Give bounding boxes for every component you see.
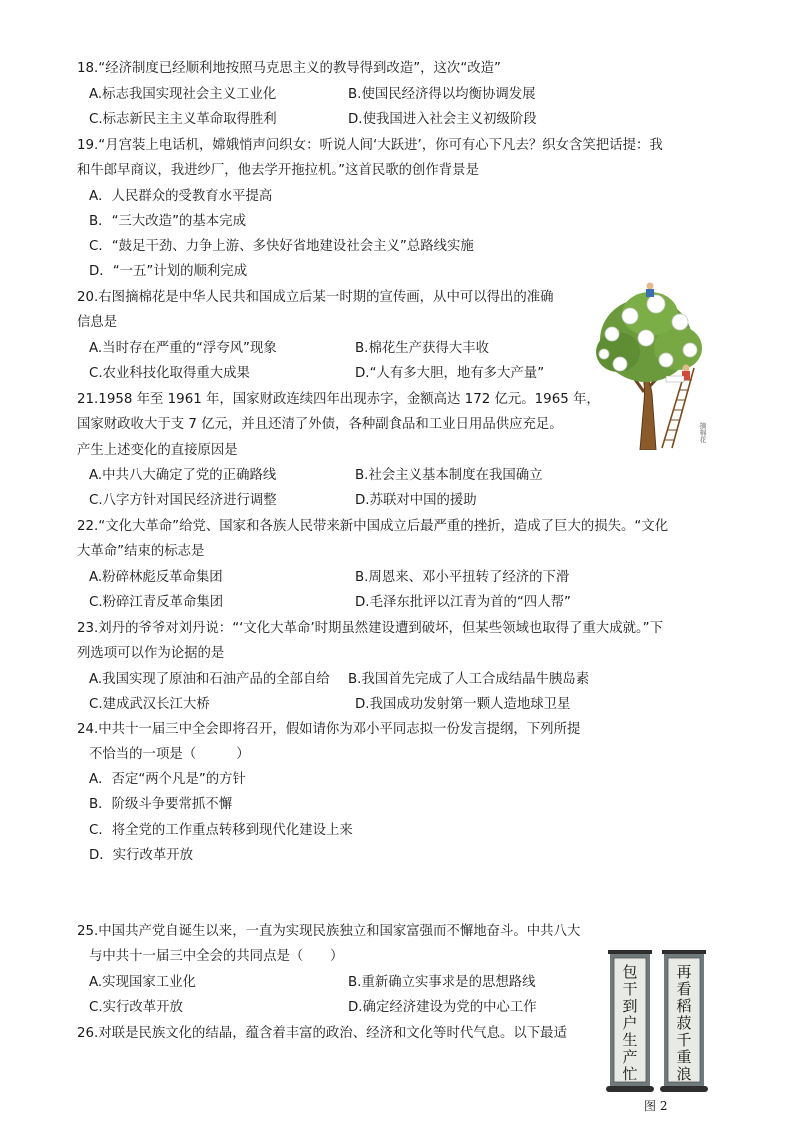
q18-option-c[interactable]: C.标志新民主主义革命取得胜利 (89, 112, 277, 127)
q22-stem-line1: 22.“文化大革命”给党、国家和各族人民带来新中国成立后最严重的挫折，造成了巨大的损失。“文化 (77, 519, 669, 534)
couplet-right-char: 稻 (676, 997, 692, 1015)
q18-stem: 18.“经济制度已经顺利地按照马克思主义的教导得到改造”，这次“改造” (77, 61, 501, 76)
q20-option-b[interactable]: B.棉花生产获得大丰收 (355, 341, 489, 356)
q20-option-a[interactable]: A.当时存在严重的“浮夸风”现象 (89, 341, 277, 356)
couplet-figure (604, 950, 716, 1100)
q24-option-a[interactable]: A．否定“两个凡是”的方针 (89, 772, 246, 787)
couplet-right-line (668, 964, 700, 1083)
couplet-left-char: 产 (622, 1048, 638, 1066)
q24-stem-line2: 不恰当的一项是（ ） (89, 747, 250, 762)
q25-option-b[interactable]: B.重新确立实事求是的思想路线 (348, 975, 536, 990)
couplet-left-char: 生 (622, 1031, 638, 1049)
q21-option-b[interactable]: B.社会主义基本制度在我国确立 (355, 468, 543, 483)
q21-option-a[interactable]: A.中共八大确定了党的正确路线 (89, 468, 277, 483)
q21-option-c[interactable]: C.八字方针对国民经济进行调整 (89, 493, 277, 508)
q23-stem-line2: 列选项可以作为论据的是 (77, 646, 225, 661)
q24-stem-line1: 24.中共十一届三中全会即将召开，假如请你为邓小平同志拟一份发言提纲，下列所提 (77, 722, 581, 737)
q19-option-c[interactable]: C．“鼓足干劲、力争上游、多快好省地建设社会主义”总路线实施 (89, 239, 474, 254)
couplet-left-char: 户 (622, 1014, 638, 1032)
q22-option-c[interactable]: C.粉碎江青反革命集团 (89, 595, 224, 610)
q25-option-a[interactable]: A.实现国家工业化 (89, 975, 196, 990)
q25-stem-line1: 25.中国共产党自诞生以来，一直为实现民族独立和国家富强而不懈地奋斗。中共八大 (77, 924, 581, 939)
q22-stem-line2: 大革命”结束的标志是 (77, 544, 205, 559)
couplet-right-char: 再 (676, 963, 692, 981)
couplet-right-char: 看 (676, 980, 692, 998)
q24-option-b[interactable]: B．阶级斗争要常抓不懈 (89, 797, 233, 812)
q23-stem-line1: 23.刘丹的爷爷对刘丹说：“‘文化大革命’时期虽然建设遭到破坏，但某些领域也取得了重大成就。”下 (77, 621, 663, 636)
q25-stem-line2: 与中共十一届三中全会的共同点是（ ） (89, 949, 344, 964)
q23-option-d[interactable]: D.我国成功发射第一颗人造地球卫星 (355, 697, 571, 712)
q19-stem-line2: 和牛郎早商议，我进纱厂，他去学开拖拉机。”这首民歌的创作背景是 (77, 163, 479, 178)
couplet-left-char: 干 (622, 980, 638, 998)
q18-option-a[interactable]: A.标志我国实现社会主义工业化 (89, 87, 277, 102)
q19-option-a[interactable]: A．人民群众的受教育水平提高 (89, 189, 273, 204)
poster-caption: 摘棉花 (699, 422, 707, 443)
couplet-left-char: 到 (622, 997, 638, 1015)
q18-option-b[interactable]: B.使国民经济得以均衡协调发展 (348, 87, 536, 102)
q22-option-a[interactable]: A.粉碎林彪反革命集团 (89, 570, 223, 585)
q24-option-d[interactable]: D．实行改革开放 (89, 848, 194, 863)
couplet-left-char: 忙 (622, 1065, 638, 1083)
q23-option-b[interactable]: B.我国首先完成了人工合成结晶牛胰岛素 (348, 672, 590, 687)
couplet-right-char: 菽 (676, 1014, 692, 1032)
q20-stem-line2: 信息是 (77, 315, 118, 330)
q23-option-a[interactable]: A.我国实现了原油和石油产品的全部自给 (89, 672, 330, 687)
q26-stem: 26.对联是民族文化的结晶，蕴含着丰富的政治、经济和文化等时代气息。以下最适 (77, 1026, 567, 1041)
q24-option-c[interactable]: C．将全党的工作重点转移到现代化建设上来 (89, 823, 353, 838)
q19-stem-line1: 19.“月宫装上电话机，嫦娥悄声问织女：听说人间‘大跃进’，你可有心下凡去？织女含笑把话提：我 (77, 138, 663, 153)
q21-option-d[interactable]: D.苏联对中国的援助 (355, 493, 477, 508)
figure-2-caption: 图 2 (644, 1099, 668, 1113)
couplet-left-line (614, 964, 646, 1083)
q21-stem-line1: 21.1958 年至 1961 年，国家财政连续四年出现赤字，金额高达 172 亿元。1965 年， (77, 392, 600, 407)
q19-option-b[interactable]: B．“三大改造”的基本完成 (89, 214, 246, 229)
q22-option-d[interactable]: D.毛泽东批评以江青为首的“四人帮” (355, 595, 571, 610)
q19-option-d[interactable]: D．“一五”计划的顺利完成 (89, 264, 248, 279)
q25-option-c[interactable]: C.实行改革开放 (89, 1000, 183, 1015)
q21-stem-line3: 产生上述变化的直接原因是 (77, 443, 238, 458)
couplet-right-char: 重 (676, 1048, 692, 1066)
q18-option-d[interactable]: D.使我国进入社会主义初级阶段 (348, 112, 537, 127)
couplet-right-char: 浪 (676, 1065, 692, 1083)
q22-option-b[interactable]: B.周恩来、邓小平扭转了经济的下滑 (355, 570, 570, 585)
couplet-right-char: 千 (676, 1031, 692, 1049)
q23-option-c[interactable]: C.建成武汉长江大桥 (89, 697, 210, 712)
q20-option-c[interactable]: C.农业科技化取得重大成果 (89, 366, 250, 381)
q21-stem-line2: 国家财政收大于支 7 亿元，并且还清了外债，各种副食品和工业日用品供应充足。 (77, 417, 563, 432)
couplet-left-char: 包 (622, 963, 638, 981)
cotton-picking-poster (590, 282, 718, 450)
q20-option-d[interactable]: D.“人有多大胆，地有多大产量” (355, 366, 545, 381)
q25-option-d[interactable]: D.确定经济建设为党的中心工作 (348, 1000, 537, 1015)
q20-stem-line1: 20.右图摘棉花是中华人民共和国成立后某一时期的宣传画，从中可以得出的准确 (77, 290, 554, 305)
